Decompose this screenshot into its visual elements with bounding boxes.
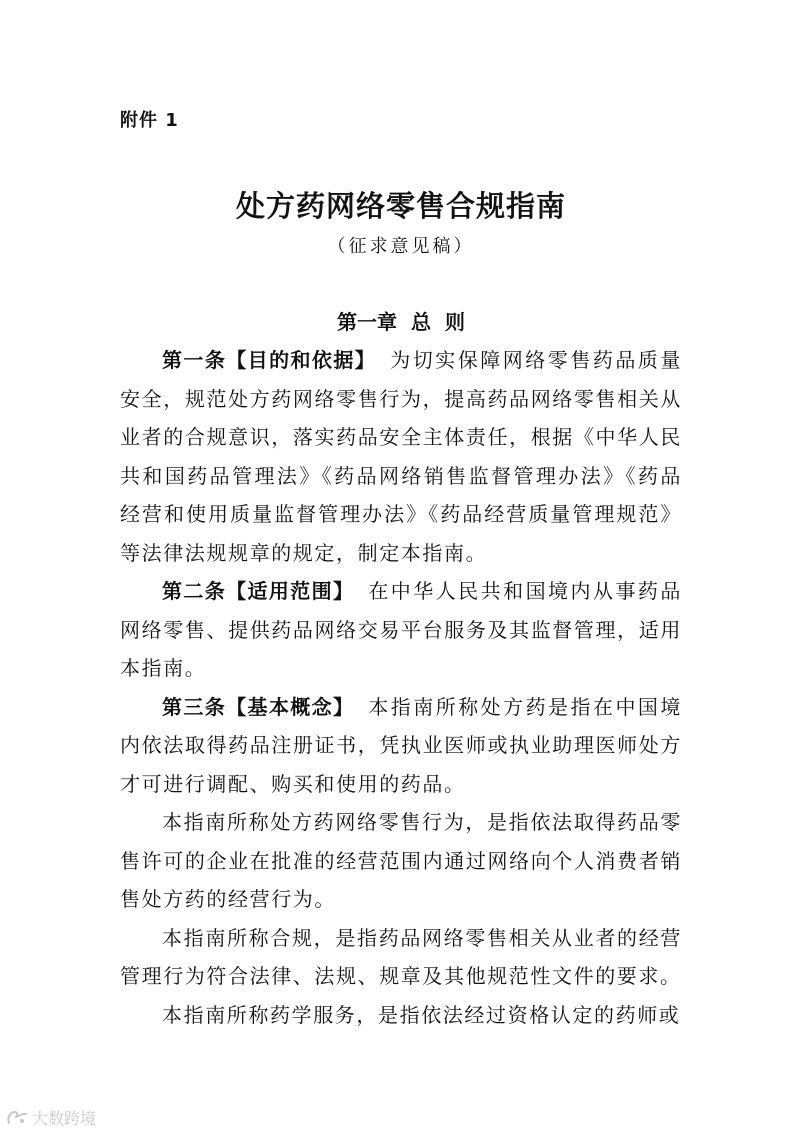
article-3-heading: 第三条【基本概念】 xyxy=(162,694,355,719)
article-2-text: 在中华人民共和国境内从事药品网络零售、提供药品网络交易平台服务及其监督管理，适用本指南。 xyxy=(120,579,682,680)
chapter-heading xyxy=(0,306,802,335)
brand-logo-icon xyxy=(6,1109,28,1127)
article-3 xyxy=(120,688,682,804)
paragraph-definition-retail: 本指南所称处方药网络零售行为，是指依法取得药品零售许可的企业在批准的经营范围内通过网络向个人消费者销售处方药的经营行为。 xyxy=(120,810,682,911)
paragraph-definition-compliance: 本指南所称合规，是指药品网络零售相关从业者的经营管理行为符合法律、法规、规章及其他规范性文件的要求。 xyxy=(120,925,682,988)
document-title: 处方药网络零售合规指南 xyxy=(235,189,566,223)
chapter-number: 第一章 xyxy=(337,310,397,334)
article-1 xyxy=(120,341,682,572)
article-1-heading: 第一条【目的和依据】 xyxy=(162,348,377,372)
document-body xyxy=(120,341,682,1034)
chapter-title-part-2: 则 xyxy=(445,310,465,334)
chapter-title-part-1: 总 xyxy=(411,310,431,334)
watermark-text: 大数跨境 xyxy=(32,1109,97,1128)
document-subtitle: （征求意见稿） xyxy=(327,236,475,257)
article-1-text: 为切实保障网络零售药品质量安全，规范处方药网络零售行为，提高药品网络零售相关从业者的合规意识，落实药品安全主体责任，根据《中华人民共和国药品管理法》《药品网络销售监督管理办法》《药品经营和使用质量监督管理办法》《药品经营质量管理规范》等法律法规规章的规定，制定本指南。 xyxy=(120,348,682,565)
article-2 xyxy=(120,572,682,688)
paragraph-definition-pharmacy-service: 本指南所称药学服务，是指依法经过资格认定的药师或 xyxy=(162,1002,681,1027)
attachment-label: 附件 1 xyxy=(120,110,179,131)
article-2-heading: 第二条【适用范围】 xyxy=(162,579,355,603)
article-3-text: 本指南所称处方药是指在中国境内依法取得药品注册证书，凭执业医师或执业助理医师处方才可进行调配、购买和使用的药品。 xyxy=(120,694,682,796)
watermark xyxy=(6,1106,96,1129)
